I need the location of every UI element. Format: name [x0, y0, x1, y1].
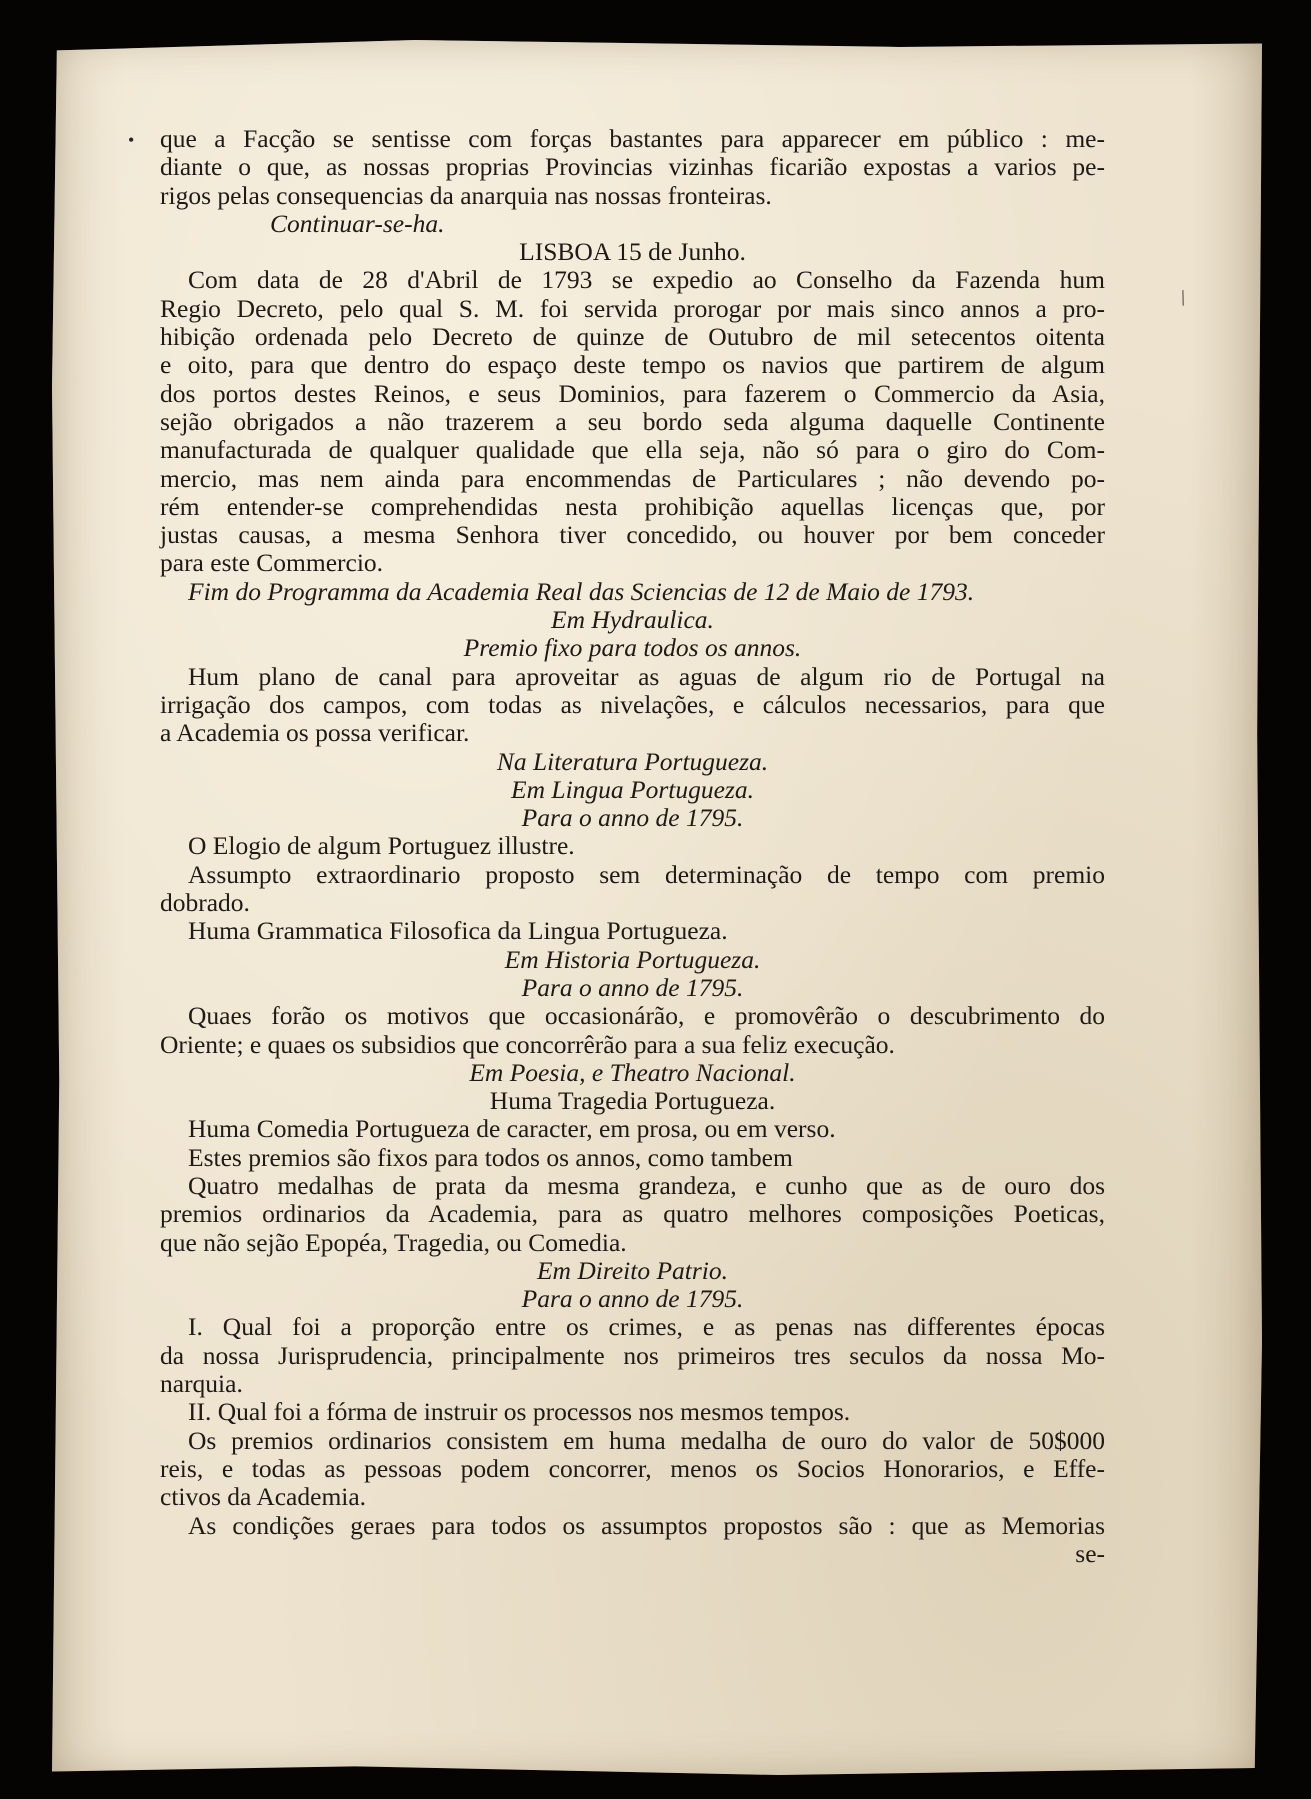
- text-line: premios ordinarios da Academia, para as quatro melhores composições Poeticas,: [160, 1199, 1105, 1229]
- text-line: II. Qual foi a fórma de instruir os processos nos mesmos tempos.: [188, 1397, 851, 1427]
- text-line: LISBOA 15 de Junho.: [519, 237, 746, 267]
- text-line: Regio Decreto, pelo qual S. M. foi servida prorogar por mais sinco annos a pro-: [160, 293, 1105, 323]
- text-line: que a Facção se sentisse com forças bastantes para apparecer em público : me-: [160, 124, 1105, 153]
- text-line: manufacturada de qualquer qualidade que ella seja, não só para o giro do Com-: [160, 435, 1105, 465]
- text-line: rigos pelas consequencias da anarquia nas nossas fronteiras.: [160, 180, 772, 210]
- text-line: diante o que, as nossas proprias Provincias vizinhas ficarião expostas a varios pe-: [160, 152, 1105, 182]
- text-line: Os premios ordinarios consistem em huma medalha de ouro do valor de 50$000: [188, 1425, 1105, 1455]
- text-line: Oriente; e quaes os subsidios que concorrêrão para a sua feliz execução.: [160, 1029, 895, 1059]
- text-line: justas causas, a mesma Senhora tiver concedido, ou houver por bem conceder: [160, 520, 1105, 550]
- text-line: Huma Comedia Portugueza de caracter, em prosa, ou em verso.: [188, 1114, 836, 1144]
- text-line: reis, e todas as pessoas podem concorrer, menos os Socios Honorarios, e Effe-: [160, 1453, 1105, 1483]
- text-line: a Academia os possa verificar.: [160, 718, 470, 748]
- text-line: Para o anno de 1795.: [521, 803, 744, 833]
- text-line: O Elogio de algum Portuguez illustre.: [188, 831, 575, 861]
- text-line: Hum plano de canal para aproveitar as aguas de algum rio de Portugal na: [188, 661, 1105, 691]
- text-line: Estes premios são fixos para todos os annos, como tambem: [188, 1142, 793, 1172]
- text-line: Na Literatura Portugueza.: [496, 746, 769, 776]
- text-line: Em Historia Portugueza.: [504, 944, 761, 974]
- text-line: sejão obrigados a não trazerem a seu bordo seda alguma daquelle Continente: [160, 406, 1105, 436]
- text-line: Quaes forão os motivos que occasionárão, e promovêrão o descubrimento do: [188, 1001, 1105, 1031]
- text-line: Huma Tragedia Portugueza.: [489, 1086, 776, 1116]
- text-line: Em Direito Patrio.: [536, 1255, 728, 1285]
- text-line: da nossa Jurisprudencia, principalmente nos primeiros tres seculos da nossa Mo-: [160, 1340, 1105, 1370]
- text-line: ctivos da Academia.: [160, 1482, 367, 1512]
- text-line: Em Poesia, e Theatro Nacional.: [469, 1057, 796, 1087]
- text-line: rém entender-se comprehendidas nesta prohibição aquellas licenças que, por: [160, 491, 1105, 521]
- text-line: Assumpto extraordinario proposto sem determinação de tempo com premio: [188, 859, 1105, 889]
- text-line: que não sejão Epopéa, Tragedia, ou Comedia.: [160, 1227, 627, 1257]
- text-line: Para o anno de 1795.: [521, 1284, 744, 1314]
- text-line: Huma Grammatica Filosofica da Lingua Portugueza.: [188, 916, 728, 946]
- text-line: dos portos destes Reinos, e seus Dominios, para fazerem o Commercio da Asia,: [160, 378, 1105, 408]
- text-line: Premio fixo para todos os annos.: [463, 633, 802, 663]
- document-body: [160, 125, 1105, 1568]
- text-line: I. Qual foi a proporção entre os crimes, e as penas nas differentes épocas: [188, 1312, 1105, 1342]
- margin-mark: •: [128, 130, 135, 150]
- text-line: se-: [1075, 1538, 1105, 1568]
- text-line: Em Hydraulica.: [551, 605, 714, 635]
- text-line: As condições geraes para todos os assumptos propostos são : que as Memorias: [188, 1510, 1105, 1540]
- text-line: para este Commercio.: [160, 548, 384, 578]
- text-line: Quatro medalhas de prata da mesma grandeza, e cunho que as de ouro dos: [188, 1170, 1105, 1200]
- text-line: e oito, para que dentro do espaço deste tempo os navios que partirem de algum: [160, 350, 1105, 380]
- text-line: Continuar-se-ha.: [270, 208, 445, 238]
- text-line: mercio, mas nem ainda para encommendas de Particulares ; não devendo po-: [160, 463, 1105, 493]
- text-line: hibição ordenada pelo Decreto de quinze de Outubro de mil setecentos oitenta: [160, 322, 1105, 352]
- text-line: dobrado.: [160, 888, 250, 918]
- text-line: Em Lingua Portugueza.: [511, 774, 754, 804]
- text-line: Fim do Programma da Academia Real das Sciencias de 12 de Maio de 1793.: [188, 576, 975, 606]
- text-line: Para o anno de 1795.: [521, 972, 744, 1002]
- text-line: irrigação dos campos, com todas as nivelações, e cálculos necessarios, para que: [160, 689, 1105, 719]
- margin-stroke: /: [1175, 284, 1191, 311]
- text-line: Com data de 28 d'Abril de 1793 se expedio ao Conselho da Fazenda hum: [188, 265, 1105, 295]
- text-line: narquia.: [160, 1369, 243, 1399]
